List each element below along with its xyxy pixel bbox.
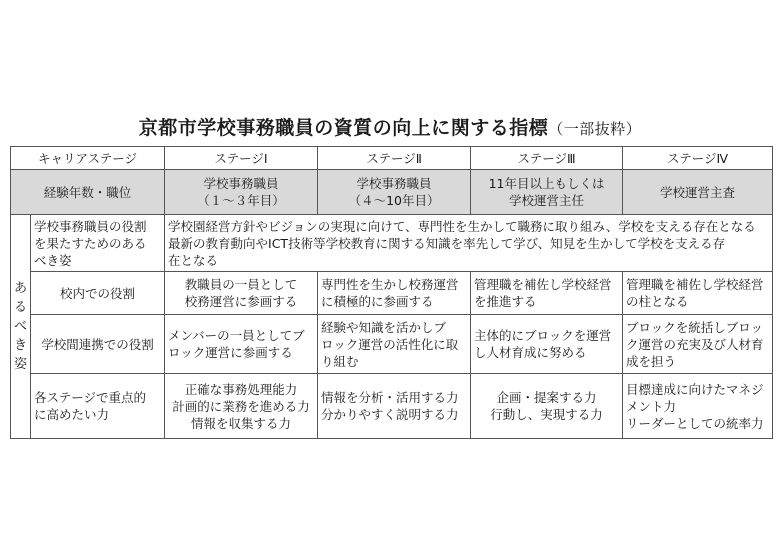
header-career-stage: キャリアステージ xyxy=(11,147,165,170)
page-title xyxy=(0,113,780,140)
school-role-stage-1: 教職員の一員として 校務運営に参画する xyxy=(165,272,318,315)
school-role-stage-2: 専門性を生かし校務運営 に積極的に参画する xyxy=(318,272,471,315)
inter-school-stage-1: メンバーの一員としてブ ロック運営に参画する xyxy=(165,315,318,374)
school-role-stage-3: 管理職を補佐し学校経営 を推進する xyxy=(471,272,623,315)
subheader-stage-3: 11年目以上もしくは 学校運営主任 xyxy=(471,170,623,215)
key-abilities-stage-3: 企画・提案する力 行動し、実現する力 xyxy=(471,374,623,439)
table-row-key-abilities xyxy=(11,374,773,439)
row-label-school-role: 校内での役割 xyxy=(31,272,165,315)
table-row-school-role xyxy=(11,272,773,315)
key-abilities-stage-1: 正確な事務処理能力 計画的に業務を進める力 情報を収集する力 xyxy=(165,374,318,439)
header-row xyxy=(11,147,773,170)
title-sub: （一部抜粋） xyxy=(548,120,642,138)
subheader-stage-2: 学校事務職員 （４～10年目） xyxy=(318,170,471,215)
subheader-row xyxy=(11,170,773,215)
school-role-stage-4: 管理職を補佐し学校経営 の柱となる xyxy=(623,272,773,315)
inter-school-stage-2: 経験や知識を活かしブ ロック運営の活性化に取 り組む xyxy=(318,315,471,374)
key-abilities-stage-4: 目標達成に向けたマネジ メント力 リーダーとしての統率力 xyxy=(623,374,773,439)
header-stage-1: ステージⅠ xyxy=(165,147,318,170)
inter-school-stage-3: 主体的にブロックを運営 し人材育成に努める xyxy=(471,315,623,374)
row-label-inter-school: 学校間連携での役割 xyxy=(31,315,165,374)
header-stage-3: ステージⅢ xyxy=(471,147,623,170)
role-merged-cell: 学校園経営方針やビジョンの実現に向けて、専門性を生かして職務に取り組み、学校を支える存在となる 最新の教育動向やICT技術等学校教育に関する知識を率先して学び、知見を生かして学校を支える存 在となる xyxy=(165,215,773,272)
header-stage-4: ステージⅣ xyxy=(623,147,773,170)
subheader-label: 経験年数・職位 xyxy=(11,170,165,215)
row-label-key-abilities: 各ステージで重点的 に高めたい力 xyxy=(31,374,165,439)
title-main: 京都市学校事務職員の資質の向上に関する指標 xyxy=(138,117,549,139)
header-stage-2: ステージⅡ xyxy=(318,147,471,170)
table-row-inter-school xyxy=(11,315,773,374)
competency-table xyxy=(10,146,773,439)
inter-school-stage-4: ブロックを統括しブロッ ク運営の充実及び人材育 成を担う xyxy=(623,315,773,374)
key-abilities-stage-2: 情報を分析・活用する力 分かりやすく説明する力 xyxy=(318,374,471,439)
row-label-role: 学校事務職員の役割 を果たすためのある べき姿 xyxy=(31,215,165,272)
subheader-stage-4: 学校運営主査 xyxy=(623,170,773,215)
subheader-stage-1: 学校事務職員 （１～３年目） xyxy=(165,170,318,215)
side-label-arubeki: あ る べ き 姿 xyxy=(11,215,31,439)
table-row-role xyxy=(11,215,773,272)
